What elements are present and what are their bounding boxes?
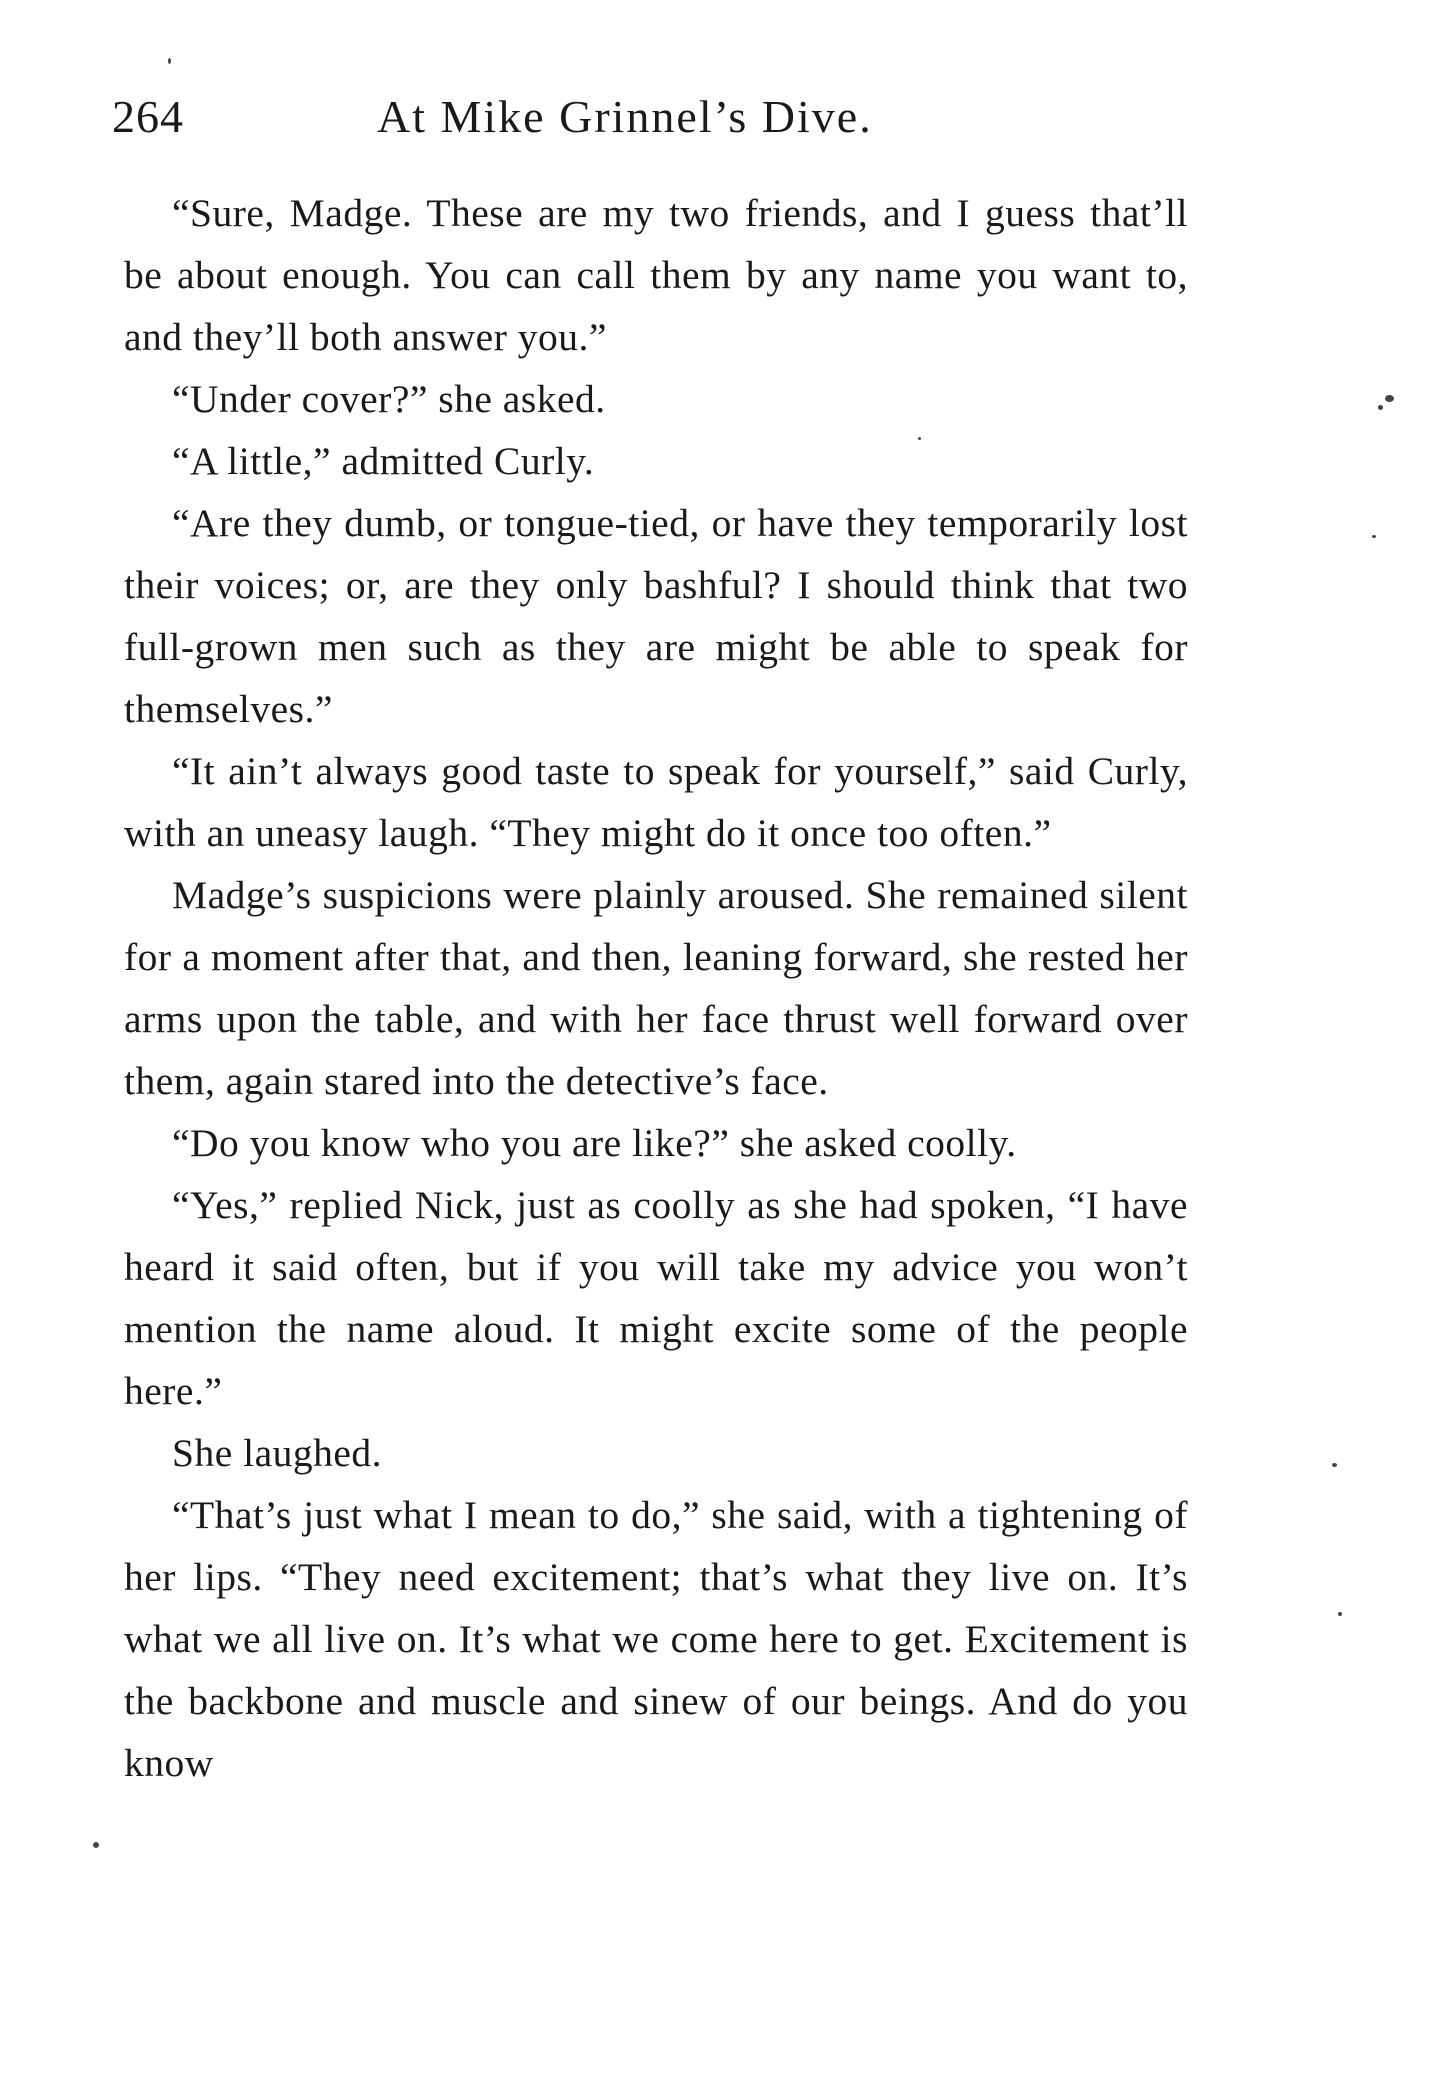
paragraph: “Sure, Madge. These are my two friends, and I guess that’ll be about enough. You can call them by any name you want to, and they’ll both answer you.” — [124, 191, 1188, 359]
running-title: At Mike Grinnel’s Dive. — [377, 91, 873, 142]
paragraph: “That’s just what I mean to do,” she said, with a tightening of her lips. “They need excitement; that’s what they live on. It’s what we all live on. It’s what we come here to get. Excitement is the backbone and muscle and sinew of our beings. And do you know — [124, 1493, 1188, 1785]
paragraph: “A little,” admitted Curly. — [172, 439, 595, 483]
paragraph: She laughed. — [172, 1431, 383, 1475]
paragraph: “Are they dumb, or tongue-tied, or have they temporarily lost their voices; or, are they only bashful? I should think that two full-grown men such as they are might be able to speak for themselves.” — [124, 501, 1188, 731]
scan-speck — [1332, 1463, 1337, 1467]
paragraph: “Yes,” replied Nick, just as coolly as she had spoken, “I have heard it said often, but if you will take my advice you won’t mention the name aloud. It might excite some of the people here.” — [124, 1183, 1188, 1413]
paragraph: “Under cover?” she asked. — [172, 377, 606, 421]
scan-speck — [168, 58, 171, 64]
page-number: 264 — [112, 91, 184, 142]
scan-speck — [93, 1842, 99, 1848]
scan-speck — [1378, 405, 1383, 410]
paragraph: “It ain’t always good taste to speak for yourself,” said Curly, with an uneasy laugh. “They might do it once too often.” — [124, 749, 1188, 855]
scan-speck — [1372, 535, 1376, 538]
paragraph: “Do you know who you are like?” she asked coolly. — [172, 1121, 1017, 1165]
body-text — [124, 182, 1188, 1794]
scan-speck — [1338, 1612, 1342, 1616]
scan-speck — [1385, 395, 1394, 402]
scan-speck — [918, 437, 921, 440]
page-header — [112, 82, 1192, 152]
paragraph: Madge’s suspicions were plainly aroused. She remained silent for a moment after that, and then, leaning forward, she rested her arms upon the table, and with her face thrust well forward over them, again stared into the detective’s face. — [124, 873, 1188, 1103]
